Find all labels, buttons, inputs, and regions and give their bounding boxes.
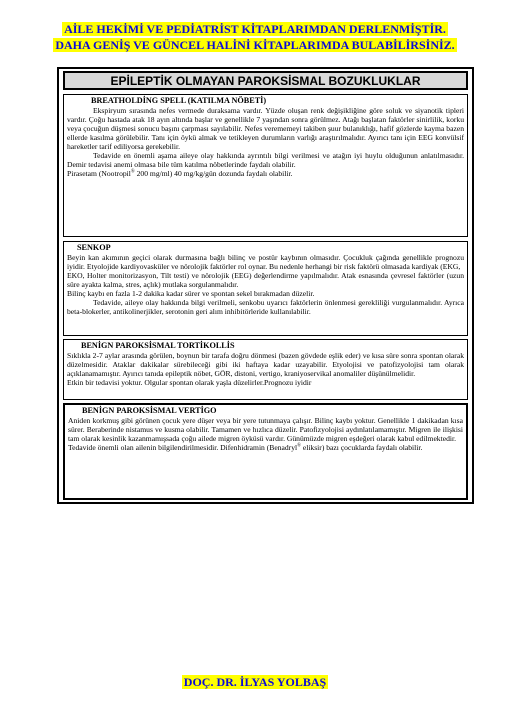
section-paragraph: Bilinç kaybı en fazla 1-2 dakika kadar sürer ve spontan sekel bırakmadan düzelir. (67, 288, 315, 298)
author-name: DOÇ. DR. İLYAS YOLBAŞ (183, 675, 327, 689)
header-line-2-text: DAHA GENİŞ VE GÜNCEL HALİNİ KİTAPLARIMDA BULABİLİRSİNİZ. (55, 38, 455, 52)
section-heading: BREATHOLDİNG SPELL (KATILMA NÖBETİ) (91, 96, 267, 105)
section-paragraph: Ekspiryum sırasında nefes vermede duraksama vardır. Yüzde oluşan renk değişikliğine göre soluk ve siyanotik tipleri vardır. Çoğu hastada atak 18 ayın altında başlar ve genellikle 7 yaşından sonra görülmez. Atağı başlatan faktörler sinirlilik, korku veya çocuğun düşmesi sonucu başını çarpması sayılabilir. Nefes verememeyi takiben şuur bulanıklığı, hafif gözlerde kayma bazen ellerde kasılma görülebilir. Tanı için öykü almak ve tetikleyen durumların varlığı araştırılmalıdır. Ayırıcı tanı için EEG konvülsif hareketler tarif ediliyorsa gerekebilir. (67, 105, 464, 151)
section-paragraph: Aniden korkmuş gibi görünen çocuk yere düşer veya bir yere tutunmaya çalışır. Bilinç kaybı yoktur. Genellikle 1 dakikadan kısa sürer. Beraberinde nistamus ve kusma olabilir. Tamamen ve hızlıca düzelir. Patofizyolojisi aydınlatılamamıştır. Migren ile ilişkisi tam olarak kesinlik kazanmamışsada çoğu ailede migren öyküsü vardır. Günümüzde migren eşdeğeri olarak kabul edilmektedir. (68, 415, 463, 443)
section-paragraph (67, 169, 464, 178)
header-line-1-text: AİLE HEKİMİ VE PEDİATRİST KİTAPLARIMDAN DERLENMİŞTİR. (64, 22, 446, 36)
section-heading: BENİGN PAROKSİSMAL TORTİKOLLİS (81, 341, 235, 350)
registered-mark: ® (297, 443, 301, 449)
section-vertigo (63, 403, 468, 500)
section-senkop (63, 241, 468, 336)
section-paragraph: Etkin bir tedavisi yoktur. Olgular spontan olarak yaşla düzelirler.Prognozu iyidir (67, 377, 312, 387)
section-heading: BENİGN PAROKSİSMAL VERTİGO (82, 406, 217, 415)
drug-dose-text: 200 mg/ml) 40 mg/kg/gün dozunda faydalı olabilir. (134, 169, 293, 179)
section-breatholding (63, 94, 468, 237)
registered-mark: ® (130, 169, 135, 175)
drug-name-text: Pirasetam (Nootropil (67, 169, 131, 179)
header-line-1 (0, 22, 510, 37)
section-paragraph: Beyin kan akımının geçici olarak durmasına bağlı bilinç ve postür kaybının olmasıdır. Çocukluk çağında genellikle prognozu iyidir. Etyolojide kardiyovasküler ve nörolojik faktörler rol oynar. Bu nedenle herhangi bir risk faktörü olmasada kardiyak (EKG, (67, 252, 464, 271)
header-line-2 (0, 38, 510, 53)
section-tortikollis (63, 339, 468, 400)
treatment-text: Tedavide önemli olan ailenin bilgilendirilmesidir. Difenhidramin (Benadryl (68, 442, 298, 452)
section-paragraph: Sıklıkla 2-7 aylar arasında görülen, boynun bir tarafa doğru dönmesi (bazen gövdede eşlik eder) ve kısa süre sonra spontan olarak düzelmesidir. Ataklar dakikalar sürebileceği gibi iki haftaya kadar uzayabilir. Etyolojisi ve patofizyolojisi tam olarak açıklanamamıştır. Ayırıcı tanıda epileptik nöbet, GÖR, distoni, vertigo, kraniyoservikal anomaliler düşünülmelidir. (67, 350, 464, 378)
author-signature (0, 675, 510, 690)
section-paragraph: Tedavide en önemli aşama aileye olay hakkında ayrıntılı bilgi verilmesi ve atağın iyi huylu olduğunun anlatılmasıdır. Demir tedavisi anemi olmasa bile tüm katılma nöbetlerinde faydalı olabilir. (67, 150, 464, 170)
page-title: EPİLEPTİK OLMAYAN PAROKSİSMAL BOZUKLUKLAR (63, 71, 468, 90)
section-paragraph: EKO, Holter monitorizasyon, Tilt testi) ve nörolojik (EEG) değerlendirme yapılmalıdır. Atak esnasında çevresel faktörler (uzun süre ayakta kalma, stres, açlık) mutlaka sorgulanmalıdır. (67, 270, 464, 289)
treatment-text-end: eliksir) bazı çocuklarda faydalı olabilir. (300, 442, 423, 452)
section-paragraph: Tedavide, aileye olay hakkında bilgi verilmeli, senkobu uyarıcı faktörlerin önlenmesi gerekliliği vurgulanmalıdır. Ayrıca beta-blokerler, antikolinerjikler, serotonin geri alım inhibitörleride kullanılabilir. (67, 297, 464, 317)
section-heading: SENKOP (77, 243, 111, 252)
section-paragraph (68, 443, 463, 452)
